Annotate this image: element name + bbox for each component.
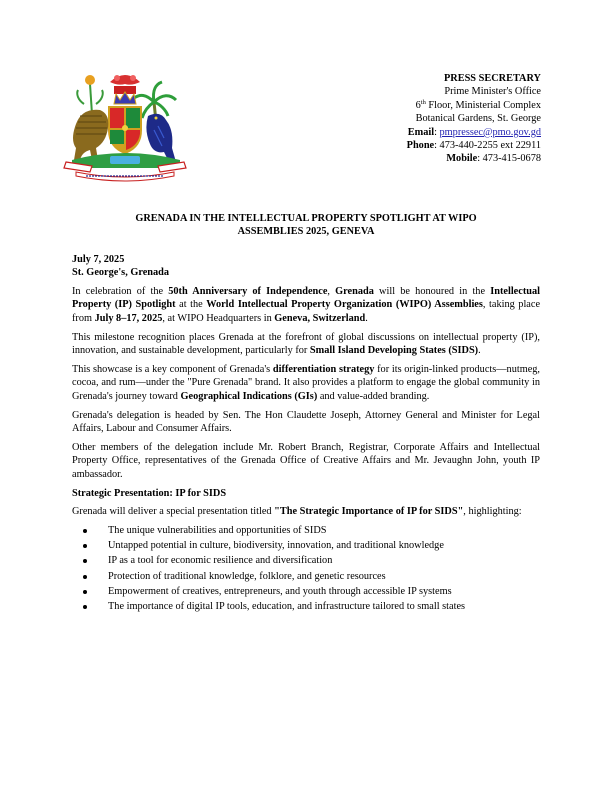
list-item [72, 554, 540, 567]
press-secretary-contact-block [407, 72, 541, 166]
list-item-text: Empowerment of creatives, entrepreneurs, and youth through accessible IP systems [108, 585, 452, 597]
paragraph-showcase [72, 363, 540, 403]
email-link[interactable]: pmpressec@pmo.gov.gd [439, 126, 541, 138]
bold-text: Intellectual Property (IP) Spotlight [72, 285, 540, 311]
bullet-icon [83, 529, 87, 533]
highlights-list [72, 524, 540, 613]
bullet-icon [83, 605, 87, 609]
text: , highlighting: [463, 506, 522, 517]
bullet-icon [83, 544, 87, 548]
list-item [72, 570, 540, 583]
contact-title: PRESS SECRETARY [443, 73, 541, 84]
bold-text: differentiation strategy [272, 363, 375, 375]
list-item-text: The importance of digital IP tools, education, and infrastructure tailored to small states [108, 600, 466, 612]
paragraph-anniversary [72, 285, 540, 325]
phone-value: : 473-440-2255 ext 22911 [434, 140, 541, 152]
bullet-icon [83, 590, 87, 594]
paragraph-delegation-members: Other members of the delegation include Mr. Robert Branch, Registrar, Corporate Affairs and Intellectual Property Office, representatives of the Grenada Office of Creative Affairs and Mr. Jevaughn John, youth IP ambassador. [72, 441, 540, 480]
email-label: Email [407, 126, 435, 138]
paragraph-delegation-head: Grenada's delegation is headed by Sen. The Hon Claudette Joseph, Attorney General and Minister for Legal Affairs, Labour and Consumer Affairs. [72, 409, 540, 434]
list-item [72, 539, 540, 552]
bold-text: World Intellectual Property Organization (WIPO) Assemblies [206, 299, 483, 311]
title-line-2: ASSEMBLIES 2025, GENEVA [237, 226, 375, 238]
contact-email: Email: pmpressec@pmo.gov.gd [407, 126, 541, 138]
contact-mobile [407, 152, 541, 165]
text: and value-added branding. [317, 390, 430, 402]
text: This milestone recognition places Grenada at the forefront of global discussions on intellectual property (IP), innovation, and sustainable development, particularly for [72, 331, 540, 356]
list-item-text: Protection of traditional knowledge, folklore, and genetic resources [108, 570, 386, 582]
text: will be honoured in the [373, 285, 491, 297]
bold-text: "The Strategic Importance of IP for SIDS" [274, 506, 464, 517]
mobile-label: Mobile [446, 153, 478, 165]
grenada-coat-of-arms-icon [62, 64, 188, 184]
bold-text: July 8–17, 2025 [94, 312, 163, 324]
text: at the [175, 299, 207, 311]
text: Grenada will deliver a special presentation titled [72, 506, 275, 517]
document-title [72, 212, 540, 238]
list-item [72, 585, 540, 598]
bold-text: 50th Anniversary of Independence [168, 285, 328, 297]
floor-number: 6 [415, 99, 421, 111]
bold-text: Geneva, Switzerland [274, 312, 366, 324]
text: This showcase is a key component of Grenada's [72, 363, 273, 375]
text: . [478, 344, 481, 356]
bold-text: Grenada [335, 285, 374, 297]
text: . [365, 312, 368, 324]
contact-phone [407, 139, 541, 152]
text: In celebration of the [72, 285, 169, 297]
mobile-value: : 473-415-0678 [477, 153, 541, 165]
title-line-1: GRENADA IN THE INTELLECTUAL PROPERTY SPOTLIGHT AT WIPO [135, 213, 477, 224]
contact-floor [407, 99, 541, 112]
list-item-text: IP as a tool for economic resilience and diversification [108, 555, 333, 567]
text: for its origin-linked products—nutmeg, cocoa, and rum—under the "Pure Grenada" brand. It also provides a platform to engage the global community in Grenada's journey toward [72, 363, 541, 402]
section-heading: Strategic Presentation: IP for SIDS [72, 487, 227, 499]
bullet-icon [83, 575, 87, 579]
list-item-text: The unique vulnerabilities and opportunities of SIDS [108, 524, 327, 536]
floor-ordinal: th [420, 98, 426, 106]
floor-rest: Floor, Ministerial Complex [425, 99, 541, 111]
text: , at WIPO Headquarters in [162, 312, 275, 324]
bullet-icon [83, 559, 87, 563]
list-item [72, 600, 540, 613]
paragraph-recognition [72, 331, 540, 358]
list-item [72, 524, 540, 537]
phone-label: Phone [406, 140, 435, 152]
release-place: St. George's, Grenada [72, 267, 170, 279]
contact-office: Prime Minister's Office [444, 86, 541, 98]
document-body [72, 253, 540, 615]
text: , [327, 285, 336, 297]
list-item-text: Untapped potential in culture, biodiversity, innovation, and traditional knowledge [108, 540, 444, 552]
contact-address: Botanical Gardens, St. George [415, 113, 541, 125]
text: , taking place from [72, 299, 541, 324]
bold-text: Small Island Developing States (SIDS) [309, 344, 479, 356]
paragraph-presentation [72, 505, 540, 518]
bold-text: Geographical Indications (GIs) [180, 390, 318, 402]
release-date: July 7, 2025 [72, 254, 125, 265]
